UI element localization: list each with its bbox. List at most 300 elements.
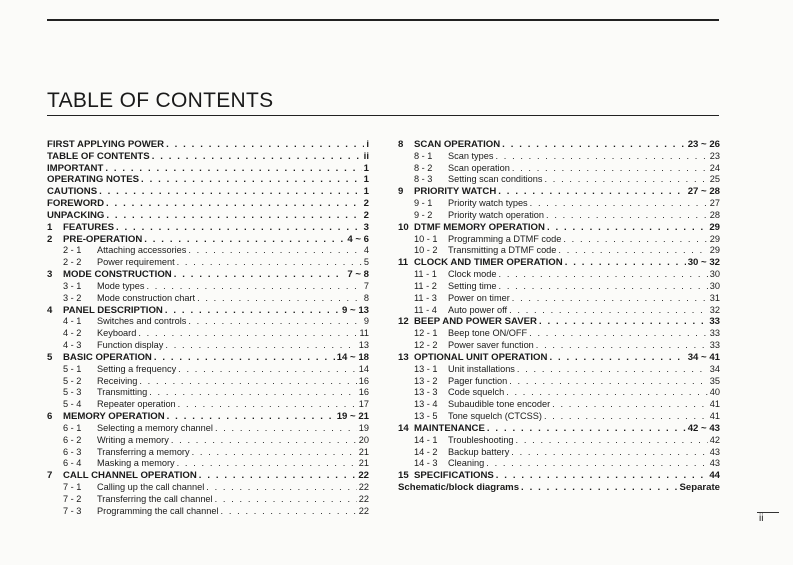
toc-entry[interactable] xyxy=(398,352,720,364)
toc-entry-label: Scan operation xyxy=(448,162,510,173)
toc-entry-label: Calling up the call channel xyxy=(97,482,205,493)
toc-entry-label: Unit installations xyxy=(448,363,515,374)
toc-entry-number: 12 xyxy=(398,316,409,328)
toc-entry-label: Scan types xyxy=(448,150,494,161)
toc-entry[interactable] xyxy=(398,387,720,399)
toc-leader-dots xyxy=(147,281,362,293)
toc-entry-number: 4 - 1 xyxy=(63,316,82,327)
toc-entry[interactable] xyxy=(47,423,369,435)
toc-leader-dots xyxy=(536,340,708,352)
toc-entry-page: 30 ~ 32 xyxy=(687,257,720,269)
toc-entry-label: Auto power off xyxy=(448,304,508,315)
toc-leader-dots xyxy=(177,257,362,269)
toc-entry-number: 7 - 2 xyxy=(63,493,82,504)
toc-entry-page: 8 xyxy=(363,292,369,303)
toc-entry[interactable] xyxy=(47,316,369,328)
toc-entry-page: 16 xyxy=(358,375,369,386)
toc-entry-page: 22 xyxy=(358,505,369,516)
toc-entry-page: 30 xyxy=(709,269,720,280)
toc-leader-dots xyxy=(192,447,357,459)
toc-entry-page: 22 xyxy=(358,493,369,504)
toc-entry[interactable] xyxy=(398,269,720,281)
toc-entry[interactable] xyxy=(398,293,720,305)
toc-leader-dots xyxy=(116,222,362,234)
toc-leader-dots xyxy=(487,423,686,435)
toc-leader-dots xyxy=(138,328,357,340)
toc-entry-label: OPTIONAL UNIT OPERATION xyxy=(414,351,548,363)
toc-entry-page: 34 xyxy=(709,363,720,374)
toc-leader-dots xyxy=(221,506,357,518)
toc-entry[interactable] xyxy=(398,423,720,435)
toc-entry-page: 11 xyxy=(359,328,369,339)
toc-entry-number: 2 - 1 xyxy=(63,245,82,256)
toc-entry-number: 5 - 4 xyxy=(63,399,82,410)
toc-entry-number: 5 xyxy=(47,351,53,363)
toc-entry[interactable] xyxy=(398,245,720,257)
toc-leader-dots xyxy=(174,269,346,281)
toc-leader-dots xyxy=(496,470,708,482)
toc-entry[interactable] xyxy=(47,458,369,470)
toc-leader-dots xyxy=(139,376,356,388)
toc-entry[interactable] xyxy=(398,328,720,340)
toc-entry-number: 8 - 1 xyxy=(414,150,433,161)
toc-entry-number: 1 xyxy=(47,221,53,233)
toc-entry-label: Mode types xyxy=(97,280,145,291)
toc-entry-label: Troubleshooting xyxy=(448,434,514,445)
toc-entry-page: 23 ~ 26 xyxy=(687,139,720,150)
toc-leader-dots xyxy=(199,470,357,482)
toc-entry-label: Power requirement xyxy=(97,257,175,268)
toc-entry-page: 44 xyxy=(709,470,720,482)
toc-entry-number: 6 - 2 xyxy=(63,434,82,445)
toc-leader-dots xyxy=(546,210,708,222)
toc-entry-page: 1 xyxy=(363,174,369,186)
toc-entry-page: 24 xyxy=(709,162,720,173)
toc-entry[interactable] xyxy=(47,435,369,447)
toc-entry-label: Beep tone ON/OFF xyxy=(448,328,528,339)
toc-entry-label: FIRST APPLYING POWER xyxy=(47,139,165,150)
toc-entry-page: 40 xyxy=(709,387,720,398)
toc-entry[interactable] xyxy=(398,364,720,376)
toc-entry-label: Keyboard xyxy=(97,328,137,339)
toc-entry-page: 2 xyxy=(363,209,369,221)
toc-leader-dots xyxy=(215,423,357,435)
toc-entry-label: TABLE OF CONTENTS xyxy=(47,150,150,162)
toc-entry-label: CLOCK AND TIMER OPERATION xyxy=(414,257,563,269)
toc-entry-page: 43 xyxy=(709,458,720,469)
toc-entry-page: 17 xyxy=(358,399,369,410)
title-rule xyxy=(47,115,719,116)
toc-leader-dots xyxy=(565,257,686,269)
toc-leader-dots xyxy=(498,186,685,198)
toc-entry[interactable] xyxy=(398,376,720,388)
toc-entry[interactable] xyxy=(398,411,720,423)
toc-entry[interactable] xyxy=(47,186,369,198)
toc-entry-number: 3 - 1 xyxy=(63,280,82,291)
toc-entry-label: Backup battery xyxy=(448,446,510,457)
toc-entry[interactable] xyxy=(398,305,720,317)
toc-entry-label: Selecting a memory channel xyxy=(97,422,213,433)
toc-entry-label: Programming a DTMF code xyxy=(448,233,562,244)
toc-entry[interactable] xyxy=(398,316,720,328)
toc-leader-dots xyxy=(516,435,708,447)
toc-leader-dots xyxy=(141,174,362,186)
toc-leader-dots xyxy=(171,435,357,447)
toc-entry[interactable] xyxy=(47,376,369,388)
toc-entry-number: 11 xyxy=(398,257,409,269)
toc-entry-number: 6 - 1 xyxy=(63,422,82,433)
toc-entry[interactable] xyxy=(398,222,720,234)
toc-entry-number: 9 - 2 xyxy=(414,209,433,220)
toc-entry-label: Schematic/block diagrams xyxy=(398,482,520,494)
toc-entry-number: 14 - 1 xyxy=(414,434,438,445)
toc-entry-number: 12 - 1 xyxy=(414,328,438,339)
toc-entry-label: Priority watch operation xyxy=(448,209,545,220)
toc-leader-dots xyxy=(549,352,685,364)
toc-entry[interactable] xyxy=(47,234,369,246)
toc-entry-label: Clock mode xyxy=(448,269,497,280)
toc-entry-number: 5 - 1 xyxy=(63,363,82,374)
toc-leader-dots xyxy=(517,364,708,376)
toc-leader-dots xyxy=(166,139,364,151)
toc-leader-dots xyxy=(178,364,357,376)
toc-entry-label: PRIORITY WATCH xyxy=(414,186,497,198)
toc-entry-label: Setting time xyxy=(448,280,497,291)
toc-entry-number: 4 - 2 xyxy=(63,328,82,339)
toc-entry[interactable] xyxy=(47,139,369,151)
toc-leader-dots xyxy=(512,163,708,175)
toc-leader-dots xyxy=(509,376,708,388)
toc-entry-number: 9 - 1 xyxy=(414,198,433,209)
toc-leader-dots xyxy=(105,163,361,175)
toc-entry-label: Programming the call channel xyxy=(97,505,219,516)
toc-entry-label: Pager function xyxy=(448,375,508,386)
top-rule xyxy=(47,19,719,21)
toc-entry[interactable] xyxy=(398,435,720,447)
toc-entry-page: 29 xyxy=(709,245,720,256)
toc-entry-number: 3 - 2 xyxy=(63,292,82,303)
toc-leader-dots xyxy=(545,174,708,186)
toc-entry-label: DTMF MEMORY OPERATION xyxy=(414,221,545,233)
toc-entry-label: PRE-OPERATION xyxy=(63,233,143,245)
toc-entry[interactable] xyxy=(47,293,369,305)
toc-entry[interactable] xyxy=(47,482,369,494)
toc-entry-page: 16 xyxy=(358,387,369,398)
toc-entry[interactable] xyxy=(398,458,720,470)
toc-entry-label: PANEL DESCRIPTION xyxy=(63,304,163,316)
toc-entry-number: 13 - 1 xyxy=(414,363,438,374)
toc-entry-number: 8 - 3 xyxy=(414,174,433,185)
toc-entry-page: 2 xyxy=(363,198,369,210)
toc-entry-page: 42 xyxy=(709,434,720,445)
toc-entry[interactable] xyxy=(398,198,720,210)
toc-entry-page: 41 xyxy=(709,411,720,422)
toc-entry-page: 31 xyxy=(709,292,720,303)
toc-entry-page: 23 xyxy=(709,150,720,161)
toc-leader-dots xyxy=(188,245,362,257)
toc-entry-number: 7 - 3 xyxy=(63,505,82,516)
toc-entry-number: 2 - 2 xyxy=(63,257,82,268)
toc-entry-number: 14 xyxy=(398,422,409,434)
toc-entry[interactable] xyxy=(47,257,369,269)
toc-leader-dots xyxy=(152,151,362,163)
toc-entry[interactable] xyxy=(398,163,720,175)
toc-entry-label: UNPACKING xyxy=(47,209,105,221)
toc-entry[interactable] xyxy=(398,399,720,411)
toc-entry[interactable] xyxy=(47,447,369,459)
toc-entry-number: 5 - 3 xyxy=(63,387,82,398)
toc-leader-dots xyxy=(521,482,677,494)
toc-entry-page: 9 ~ 13 xyxy=(342,304,369,316)
toc-entry-page: 29 xyxy=(709,221,720,233)
toc-entry-number: 14 - 3 xyxy=(414,458,438,469)
toc-entry-label: Transmitting xyxy=(97,387,148,398)
toc-entry[interactable] xyxy=(398,139,720,151)
toc-entry-number: 13 xyxy=(398,351,409,363)
toc-entry-label: Transferring the call channel xyxy=(97,493,213,504)
toc-entry-page: 27 xyxy=(709,198,720,209)
toc-entry[interactable] xyxy=(47,269,369,281)
toc-entry-number: 3 xyxy=(47,269,53,281)
toc-leader-dots xyxy=(99,186,362,198)
toc-entry-number: 8 - 2 xyxy=(414,162,433,173)
toc-entry-page: 9 xyxy=(363,316,369,327)
toc-entry-number: 12 - 2 xyxy=(414,340,438,351)
toc-entry[interactable] xyxy=(398,447,720,459)
toc-entry[interactable] xyxy=(398,340,720,352)
toc-entry[interactable] xyxy=(398,234,720,246)
toc-entry-page: 33 xyxy=(709,340,720,351)
toc-leader-dots xyxy=(206,482,357,494)
toc-leader-dots xyxy=(547,222,707,234)
toc-leader-dots xyxy=(512,293,708,305)
toc-entry[interactable] xyxy=(47,352,369,364)
toc-entry-page: 22 xyxy=(358,482,369,493)
toc-entry-page: 35 xyxy=(709,375,720,386)
toc-entry[interactable] xyxy=(47,174,369,186)
toc-entry-page: Separate xyxy=(679,482,720,494)
toc-entry-label: Cleaning xyxy=(448,458,485,469)
toc-entry[interactable] xyxy=(47,411,369,423)
toc-entry-label: Writing a memory xyxy=(97,434,169,445)
toc-entry-label: MODE CONSTRUCTION xyxy=(63,269,172,281)
toc-entry-page: 30 xyxy=(709,280,720,291)
toc-entry[interactable] xyxy=(398,210,720,222)
toc-entry[interactable] xyxy=(47,494,369,506)
toc-entry-label: CALL CHANNEL OPERATION xyxy=(63,470,197,482)
toc-leader-dots xyxy=(165,340,356,352)
toc-leader-dots xyxy=(502,139,686,151)
toc-leader-dots xyxy=(197,293,362,305)
toc-entry-label: Setting a frequency xyxy=(97,363,177,374)
toc-entry-number: 10 - 1 xyxy=(414,233,438,244)
toc-entry-page: 4 xyxy=(363,245,369,256)
toc-entry-number: 6 xyxy=(47,411,53,423)
toc-entry-number: 4 xyxy=(47,304,53,316)
toc-entry-number: 13 - 2 xyxy=(414,375,438,386)
toc-right-column xyxy=(398,139,720,494)
toc-entry[interactable] xyxy=(47,305,369,317)
toc-entry-page: 34 ~ 41 xyxy=(687,351,720,363)
toc-entry-page: 41 xyxy=(709,399,720,410)
toc-entry-number: 9 xyxy=(398,186,404,198)
toc-leader-dots xyxy=(165,305,340,317)
toc-entry-page: 5 xyxy=(363,257,369,268)
toc-leader-dots xyxy=(499,269,708,281)
toc-entry-number: 2 xyxy=(47,233,53,245)
toc-entry-label: OPERATING NOTES xyxy=(47,174,140,186)
toc-leader-dots xyxy=(506,387,708,399)
toc-entry[interactable] xyxy=(398,482,720,494)
toc-entry-label: IMPORTANT xyxy=(47,162,104,174)
toc-entry-page: ii xyxy=(363,150,369,162)
toc-entry[interactable] xyxy=(398,151,720,163)
toc-entry[interactable] xyxy=(398,186,720,198)
toc-entry[interactable] xyxy=(47,506,369,518)
toc-entry-page: 25 xyxy=(709,174,720,185)
toc-entry-label: MAINTENANCE xyxy=(414,422,485,434)
toc-leader-dots xyxy=(154,352,335,364)
toc-entry-label: SCAN OPERATION xyxy=(414,139,501,150)
toc-entry-number: 10 xyxy=(398,221,409,233)
toc-entry-label: Attaching accessories xyxy=(97,245,187,256)
toc-entry-page: 3 xyxy=(363,221,369,233)
toc-leader-dots xyxy=(167,411,335,423)
toc-entry-number: 11 - 3 xyxy=(414,292,437,303)
toc-leader-dots xyxy=(106,198,362,210)
toc-entry-label: Power on timer xyxy=(448,292,510,303)
toc-entry-label: Switches and controls xyxy=(97,316,187,327)
toc-entry[interactable] xyxy=(47,198,369,210)
toc-leader-dots xyxy=(499,281,708,293)
toc-entry-number: 13 - 5 xyxy=(414,411,438,422)
toc-entry[interactable] xyxy=(398,174,720,186)
toc-left-column xyxy=(47,139,369,518)
toc-entry-number: 7 xyxy=(47,470,53,482)
toc-entry-label: Receiving xyxy=(97,375,138,386)
toc-leader-dots xyxy=(486,458,708,470)
toc-entry-label: Setting scan conditions xyxy=(448,174,543,185)
toc-entry-label: Tone squelch (CTCSS) xyxy=(448,411,542,422)
toc-entry-page: 22 xyxy=(358,470,369,482)
toc-entry-page: 21 xyxy=(358,458,369,469)
toc-leader-dots xyxy=(215,494,357,506)
toc-entry[interactable] xyxy=(47,470,369,482)
toc-entry[interactable] xyxy=(398,281,720,293)
toc-entry[interactable] xyxy=(47,222,369,234)
toc-leader-dots xyxy=(178,399,357,411)
toc-entry-page: 7 ~ 8 xyxy=(347,269,369,281)
toc-entry[interactable] xyxy=(398,470,720,482)
toc-leader-dots xyxy=(539,316,707,328)
toc-leader-dots xyxy=(552,399,708,411)
toc-leader-dots xyxy=(509,305,708,317)
toc-entry-page: 13 xyxy=(358,340,369,351)
toc-entry[interactable] xyxy=(47,399,369,411)
toc-entry-label: Transmitting a DTMF code xyxy=(448,245,557,256)
toc-entry-label: Subaudible tone encoder xyxy=(448,399,551,410)
toc-entry-page: 20 xyxy=(358,434,369,445)
toc-entry[interactable] xyxy=(398,257,720,269)
toc-entry[interactable] xyxy=(47,340,369,352)
toc-entry-label: Function display xyxy=(97,340,164,351)
toc-entry-number: 6 - 4 xyxy=(63,458,82,469)
toc-entry-label: FOREWORD xyxy=(47,198,105,210)
toc-entry-label: Transferring a memory xyxy=(97,446,190,457)
toc-entry[interactable] xyxy=(47,210,369,222)
toc-entry-page: 43 xyxy=(709,446,720,457)
toc-leader-dots xyxy=(511,447,707,459)
toc-entry-page: 4 ~ 6 xyxy=(347,233,369,245)
toc-leader-dots xyxy=(544,411,708,423)
toc-leader-dots xyxy=(563,234,707,246)
toc-entry-page: 1 xyxy=(363,162,369,174)
toc-leader-dots xyxy=(529,328,708,340)
toc-leader-dots xyxy=(144,234,345,246)
toc-entry-number: 11 - 1 xyxy=(414,269,437,280)
toc-entry-label: FEATURES xyxy=(63,221,114,233)
toc-entry-label: Mode construction chart xyxy=(97,292,196,303)
toc-leader-dots xyxy=(530,198,708,210)
toc-entry-label: SPECIFICATIONS xyxy=(414,470,494,482)
toc-entry-page: 32 xyxy=(709,304,720,315)
toc-entry[interactable] xyxy=(47,151,369,163)
toc-leader-dots xyxy=(106,210,361,222)
toc-entry-label: Code squelch xyxy=(448,387,505,398)
toc-entry-label: BEEP AND POWER SAVER xyxy=(414,316,537,328)
toc-entry[interactable] xyxy=(47,163,369,175)
toc-entry-number: 11 - 4 xyxy=(414,304,437,315)
toc-entry-number: 13 - 4 xyxy=(414,399,438,410)
toc-entry-label: Power saver function xyxy=(448,340,534,351)
toc-entry[interactable] xyxy=(47,328,369,340)
toc-leader-dots xyxy=(188,316,362,328)
toc-entry[interactable] xyxy=(47,387,369,399)
toc-entry-page: 1 xyxy=(363,186,369,198)
toc-entry-page: 42 ~ 43 xyxy=(687,422,720,434)
toc-entry-page: 19 xyxy=(358,422,369,433)
toc-entry-label: BASIC OPERATION xyxy=(63,351,152,363)
toc-entry[interactable] xyxy=(47,245,369,257)
toc-entry-page: 19 ~ 21 xyxy=(336,411,369,423)
page-title: TABLE OF CONTENTS xyxy=(47,89,274,112)
toc-entry-number: 6 - 3 xyxy=(63,446,82,457)
toc-entry-page: 14 ~ 18 xyxy=(336,351,369,363)
toc-entry-number: 8 xyxy=(398,139,404,150)
toc-entry[interactable] xyxy=(47,281,369,293)
toc-entry-page: 21 xyxy=(358,446,369,457)
toc-leader-dots xyxy=(177,458,357,470)
toc-entry-number: 5 - 2 xyxy=(63,375,82,386)
toc-entry-page: 33 xyxy=(709,316,720,328)
toc-entry-number: 15 xyxy=(398,470,409,482)
toc-entry-number: 13 - 3 xyxy=(414,387,438,398)
toc-entry-number: 14 - 2 xyxy=(414,446,438,457)
toc-entry-label: MEMORY OPERATION xyxy=(63,411,165,423)
toc-entry-label: Priority watch types xyxy=(448,198,528,209)
toc-entry-page: i xyxy=(366,139,369,150)
toc-entry-page: 29 xyxy=(709,233,720,244)
toc-entry-label: Repeater operation xyxy=(97,399,176,410)
toc-entry-page: 27 ~ 28 xyxy=(687,186,720,198)
toc-entry[interactable] xyxy=(47,364,369,376)
toc-leader-dots xyxy=(149,387,357,399)
toc-entry-number: 11 - 2 xyxy=(414,280,437,291)
toc-entry-page: 7 xyxy=(363,280,369,291)
toc-leader-dots xyxy=(558,245,707,257)
toc-entry-number: 7 - 1 xyxy=(63,482,82,493)
toc-entry-label: Masking a memory xyxy=(97,458,175,469)
